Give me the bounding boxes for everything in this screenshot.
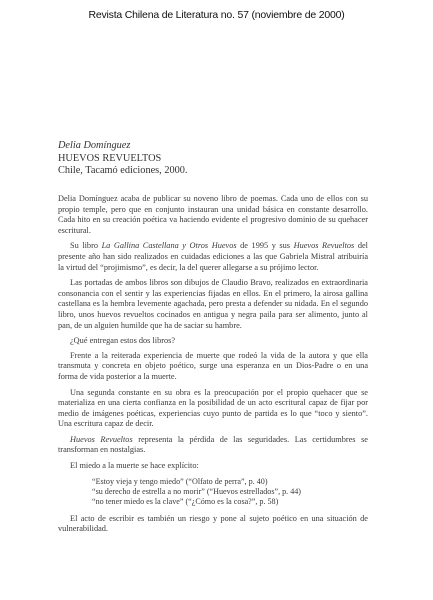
paragraph-4: ¿Qué entregan estos dos libros?	[70, 336, 176, 346]
paragraph-5: Frente a la reiterada experiencia de muerte que rodeó la vida de la autora y que ella transmuta y concreta en objeto poético, surge una esperanza en un Dios-Padre o en una forma de vida posterior a la muerte.	[58, 350, 368, 381]
paragraph-3: Las portadas de ambos libros son dibujos de Claudio Bravo, realizados en extraordinaria consonancia con el sentir y las experiencias fijadas en ellos. En el primero, la airosa gallina castellana es la hembra levemente agachada, pero presta a defender su nidada. En el segundo libro, unos huevos revueltos cocinados en antigua y negra paila para ser alimento, junto al pan, de un alguien humilde que ha de saciar su hambre.	[58, 278, 368, 330]
paragraph-2	[58, 241, 368, 273]
paragraph-2-title-2: Huevos Revueltos	[293, 241, 355, 251]
paragraph-1: Delia Domínguez acaba de publicar su noveno libro de poemas. Cada uno de ellos con su propio temple, pero que en conjunto instauran una unidad básica en constante desarrollo. Cada hito en su creación poética va haciendo evidente el progresivo dominio de su quehacer escritural.	[58, 194, 368, 235]
paragraph-7-title: Huevos Revueltos	[70, 434, 133, 444]
reference-author: Delia Domínguez	[58, 140, 131, 151]
book-reference	[58, 140, 188, 178]
quote-item: “su derecho de estrella a no morir” (“Huevos estrellados”, p. 44)	[92, 487, 302, 497]
paragraph-2-mid: de 1995 y sus	[236, 241, 294, 251]
paragraph-6: Una segunda constante en su obra es la preocupación por el propio quehacer que se materializa en una cierta confianza en la posibilidad de un acto escritural capaz de fijar por medio de imágenes poéticas, experiencias cuyo punto de partida es lo que “toco y siento”. Una escritura capaz de decir.	[58, 387, 368, 429]
quote-item: “no tener miedo es la clave” (“¿Cómo es la cosa?”, p. 58)	[92, 497, 279, 507]
reference-publisher: Chile, Tacamó ediciones, 2000.	[58, 165, 188, 176]
review-body	[58, 194, 368, 540]
paragraph-7	[58, 435, 368, 456]
paragraph-2-post: del presente año han sido realizados en cuidadas ediciones a las que Gabriela Mistral atribuiría la virtud del “projimismo”, es decir, la del querer allegarse a su prójimo lector.	[58, 241, 368, 272]
paragraph-8: El miedo a la muerte se hace explícito:	[70, 461, 199, 471]
running-header: Revista Chilena de Literatura no. 57 (noviembre de 2000)	[88, 9, 345, 21]
paragraph-2-pre: Su libro	[70, 241, 102, 251]
paragraph-9: El acto de escribir es también un riesgo y pone al sujeto poético en una situación de vulnerabilidad.	[58, 513, 368, 534]
reference-book-title: HUEVOS REVUELTOS	[58, 152, 162, 164]
paragraph-2-title-1: La Gallina Castellana y Otros Huevos	[101, 241, 237, 251]
paragraph-7-post: representa la pérdida de las seguridades. Las certidumbres se transforman en nostalgias.	[58, 434, 368, 455]
quote-item: “Estoy vieja y tengo miedo” (“Olfato de perra”, p. 40)	[92, 476, 268, 486]
quote-list	[92, 477, 368, 508]
